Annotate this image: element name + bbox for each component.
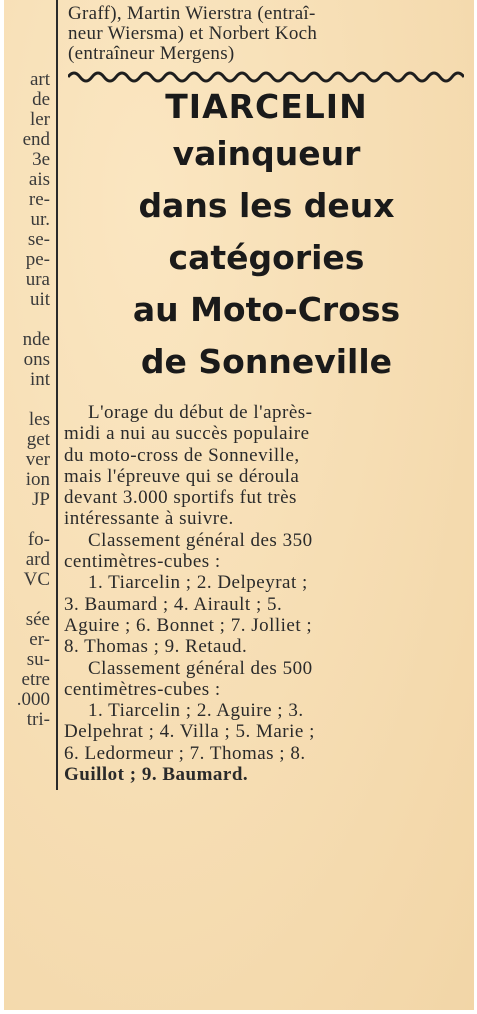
text-line: devant 3.000 sportifs fut très [64,487,297,509]
text-line: centimètres-cubes : [64,551,221,573]
adjacent-column-fragment [4,70,50,730]
text-line: centimètres-cubes : [64,678,221,700]
fragment-line [4,310,50,330]
text-line: 1. Tiarcelin ; 2. Aguire ; 3. [88,700,304,722]
article [64,0,469,785]
text-line: 8. Thomas ; 9. Retaud. [64,636,248,658]
headline-line: catégories [168,238,365,277]
fragment-line: ard [25,550,50,570]
fragment-line: re- [28,190,50,210]
text-line: Delpehrat ; 4. Villa ; 5. Marie ; [64,721,315,743]
fragment-line: nde [22,330,50,350]
headline-title: TIARCELIN [165,87,368,126]
fragment-line: uit [29,290,50,310]
fragment-line: pe- [25,250,50,270]
fragment-line: etre [21,670,50,690]
fragment-line: VC [23,570,50,590]
fragment-line: end [22,130,50,150]
fragment-line: su- [26,650,50,670]
fragment-line: .000 [16,690,50,710]
fragment-line: ver [25,450,50,470]
fragment-line: fo- [27,530,50,550]
fragment-line: tri- [26,710,50,730]
newspaper-clipping [4,0,474,1010]
fragment-line: ons [23,350,50,370]
fragment-line: ura [25,270,50,290]
text-line: midi a nui au succès populaire [64,423,310,445]
text-line: intéressante à suivre. [64,508,234,530]
fragment-line: ur. [30,210,50,230]
fragment-line: ler [29,110,50,130]
article-body [64,402,469,785]
text-line: L'orage du début de l'après- [88,402,313,423]
fragment-line: ion [25,470,50,490]
fragment-line: se- [27,230,50,250]
fragment-line: les [28,410,50,430]
fragment-line: er- [29,630,50,650]
text-line: 6. Ledormeur ; 7. Thomas ; 8. [64,742,306,764]
text-line: Graff), Martin Wierstra (entraî- [68,3,316,24]
fragment-line: get [26,430,50,450]
text-line: Classement général des 500 [88,657,313,679]
wavy-divider [68,68,464,84]
text-line: Guillot ; 9. Baumard. [64,764,249,786]
previous-article-tail [64,4,469,64]
text-line: Aguire ; 6. Bonnet ; 7. Jolliet ; [64,614,313,636]
headline-line: dans les deux [138,186,395,225]
fragment-line: 3e [32,150,50,170]
fragment-line: int [29,370,50,390]
headline-line: vainqueur [172,134,361,173]
fragment-line: sée [25,610,50,630]
fragment-line: ais [28,170,50,190]
text-line: (entraîneur Mergens) [68,43,235,64]
text-line: neur Wiersma) et Norbert Koch [68,23,318,44]
fragment-line: JP [32,490,50,510]
fragment-line: art [29,70,50,90]
text-line: mais l'épreuve qui se déroula [64,465,300,487]
text-line: 1. Tiarcelin ; 2. Delpeyrat ; [88,572,308,594]
text-line: Classement général des 350 [88,529,313,551]
fragment-line [4,510,50,530]
text-line: 3. Baumard ; 4. Airault ; 5. [64,593,283,615]
headline-line: de Sonneville [140,342,393,381]
headline [64,86,469,388]
fragment-line [4,590,50,610]
headline-line: au Moto-Cross [132,290,401,329]
column-rule [56,0,58,790]
text-line: du moto-cross de Sonneville, [64,444,300,466]
fragment-line [4,390,50,410]
fragment-line: de [32,90,50,110]
